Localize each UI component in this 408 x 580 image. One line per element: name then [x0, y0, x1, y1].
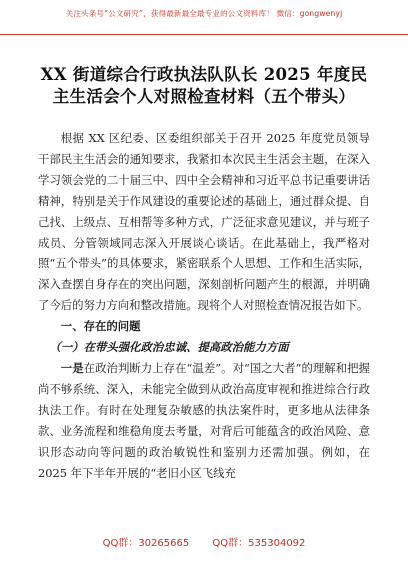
banner-text: 关注头条号“公文研究”，获得最新最全最专业的公文资料库！ 微信：gongwenyj — [65, 9, 343, 18]
intro-paragraph: 根据 XX 区纪委、区委组织部关于召开 2025 年度党员领导干部民主生活会的通知要求，我紧扣本次民主生活会主题，在深入学习领会党的二十届三中、四中全会精神和习近平总书记重要讲话精神，特别是关于作风建设的重要论述的基础上，通过群众提、自己找、上级点、互相帮等多种方式，广泛征求意见建议，并与班子成员、分管领域同志深入开展谈心谈话。在此基础上，我严格对照“五个带头”的具体要求，紧密联系个人思想、工作和生活实际，深入查摆自身存在的突出问题，深刻剖析问题产生的根源，并明确了今后的努力方向和整改措施。现将个人对照检查情况报告如下。 — [38, 131, 370, 313]
problem-paragraph — [38, 358, 370, 483]
document-body — [38, 128, 370, 483]
footer-qq-group-1: QQ群：30265665 — [102, 538, 190, 549]
footer — [0, 534, 408, 549]
section-heading: 一、存在的问题 — [60, 319, 141, 334]
document-title: XX 街道综合行政执法队队长 2025 年度民主生活会个人对照检查材料（五个带头） — [40, 65, 368, 106]
header-banner — [0, 6, 408, 35]
paragraph-text: 在政治判断力上存在“温差”。对“国之大者”的理解和把握尚不够系统、深入，未能完全做到从政治高度审视和推进综合行政执法工作。有时在处理复杂敏感的执法案件时，更多地从法律条款、业务流程和维稳角度去考量，对背后可能蕴含的政治风险、意识形态动向等问题的政治敏锐性和鉴别力还需加强。例如，在 2025 年下半年开展的“老旧小区飞线充 — [38, 360, 370, 480]
paragraph-lead: 一是 — [60, 360, 84, 375]
footer-qq-group-2: QQ群：535304092 — [212, 538, 306, 549]
subsection-heading: （一）在带头强化政治忠诚、提高政治能力方面 — [49, 340, 289, 355]
